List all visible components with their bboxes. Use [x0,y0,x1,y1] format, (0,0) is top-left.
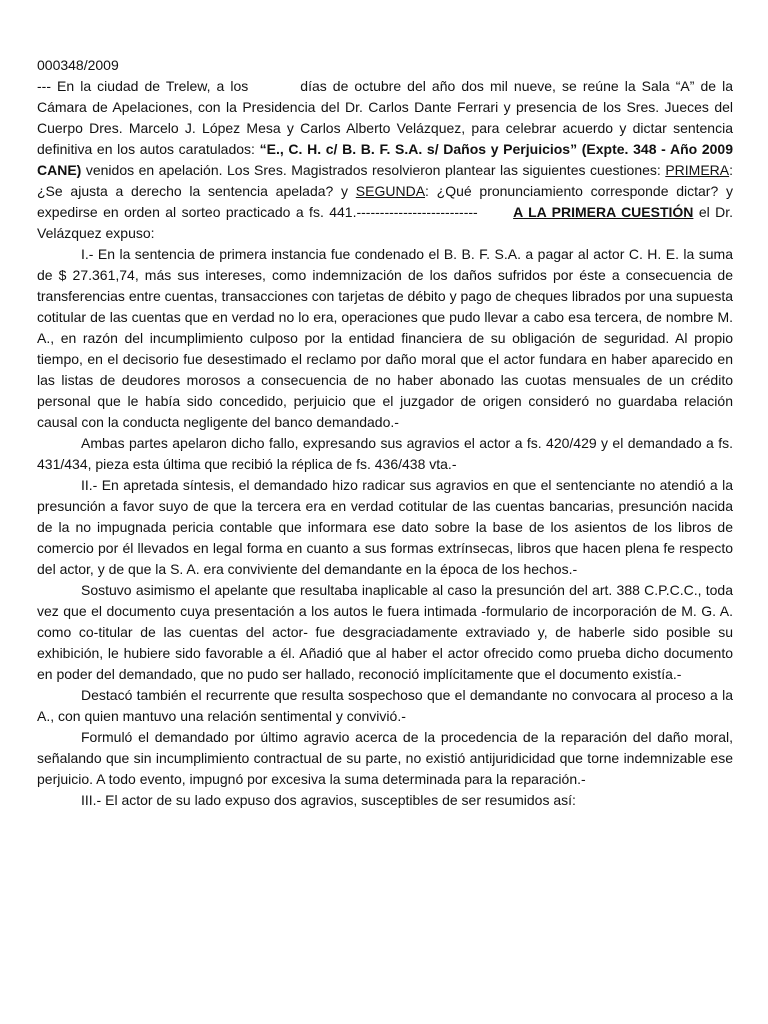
intro-paragraph [37,76,733,244]
intro-text-1: --- En la ciudad de Trelew, a los [37,78,249,94]
case-reference-number: 000348/2009 [37,57,119,73]
body-paragraph: Formuló el demandado por último agravio acerca de la procedencia de la reparación del daño moral, señalando que sin incumplimiento contractual de su parte, no existió antijuridicidad que torne indemnizable ese perjuicio. A todo evento, impugnó por excesiva la suma determinada para la reparación.- [37,729,733,787]
section-heading-tail: el Dr. Velázquez expuso: [37,204,734,241]
question-one-label: PRIMERA [665,162,730,178]
body-paragraph: II.- En apretada síntesis, el demandado hizo radicar sus agravios en que el sentenciante no atendió a la presunción a favor suyo de que la tercera era en verdad cotitular de las cuentas bancarias, presunción nacida de la no impugnada pericia contable que informara ese dato sobre la base de los asientos de los libros de comercio por él llevados en legal forma en cuanto a sus formas extrínsecas, libros que hacen plena fe respecto del actor, y de que la S. A. era conviviente del demandante en la época de los hechos.- [37,477,733,577]
document-page [37,55,733,811]
intro-text-3: venidos en apelación. Los Sres. Magistrados resolvieron plantear las siguientes cuestiones: [85,162,661,178]
section-heading: A LA PRIMERA CUESTIÓN [513,204,694,220]
question-two-label: SEGUNDA [355,183,426,199]
question-two-text: : ¿Qué pronunciamiento corresponde dictar? y expedirse en orden al sorteo practicado a fs. 441.-------------------------- [37,183,733,220]
intro-text-2: días de octubre del año dos mil nueve, se reúne la Sala “A” de la Cámara de Apelaciones, con la Presidencia del Dr. Carlos Dante Ferrari y presencia de los Sres. Jueces del Cuerpo Dres. Marcelo J. López Mesa y Carlos Alberto Velázquez, para celebrar acuerdo y dictar sentencia definitiva en los autos caratulados: [37,78,733,157]
body-paragraph: I.- En la sentencia de primera instancia fue condenado el B. B. F. S.A. a pagar al actor C. H. E. la suma de $ 27.361,74, más sus intereses, como indemnización de los daños sufridos por éste a consecuencia de transferencias entre cuentas, transacciones con tarjetas de débito y pago de cheques librados por una supuesta cotitular de las cuentas que en verdad no lo era, operaciones que pudo llevar a cabo esa tercera, de nombre M. A., en razón del incumplimiento culposo por la entidad financiera de su obligación de seguridad. Al propio tiempo, en el decisorio fue desestimado el reclamo por daño moral que el actor fundara en haber aparecido en las listas de deudores morosos a consecuencia de no haber abonado las cuotas mensuales de un crédito personal que le había sido concedido, perjuicio que el juzgador de origen consideró no guardaba relación causal con la conducta negligente del banco demandado.- [37,246,733,430]
body-paragraph: Sostuvo asimismo el apelante que resultaba inaplicable al caso la presunción del art. 388 C.P.C.C., toda vez que el documento cuya presentación a los autos le fuera intimada -formulario de incorporación de M. G. A. como co-titular de las cuentas del actor- fue desgraciadamente extraviado y, de haberle sido posible su exhibición, le hubiere sido favorable a él. Añadió que al haber el actor ofrecido como prueba dicho documento en poder del demandado, que no pudo ser hallado, reconoció implícitamente que el documento existía.- [37,582,733,682]
body-paragraph: Ambas partes apelaron dicho fallo, expresando sus agravios el actor a fs. 420/429 y el demandado a fs. 431/434, pieza esta última que recibió la réplica de fs. 436/438 vta.- [37,435,733,472]
case-title: “E., C. H. c/ B. B. F. S.A. s/ Daños y Perjuicios” (Expte. 348 - Año 2009 CANE) [37,141,733,178]
question-one-text: : ¿Se ajusta a derecho la sentencia apelada? y [37,162,733,199]
body-paragraph: Destacó también el recurrente que resulta sospechoso que el demandante no convocara al proceso a la A., con quien mantuvo una relación sentimental y convivió.- [37,687,733,724]
body-paragraph: III.- El actor de su lado expuso dos agravios, susceptibles de ser resumidos así: [81,792,576,808]
